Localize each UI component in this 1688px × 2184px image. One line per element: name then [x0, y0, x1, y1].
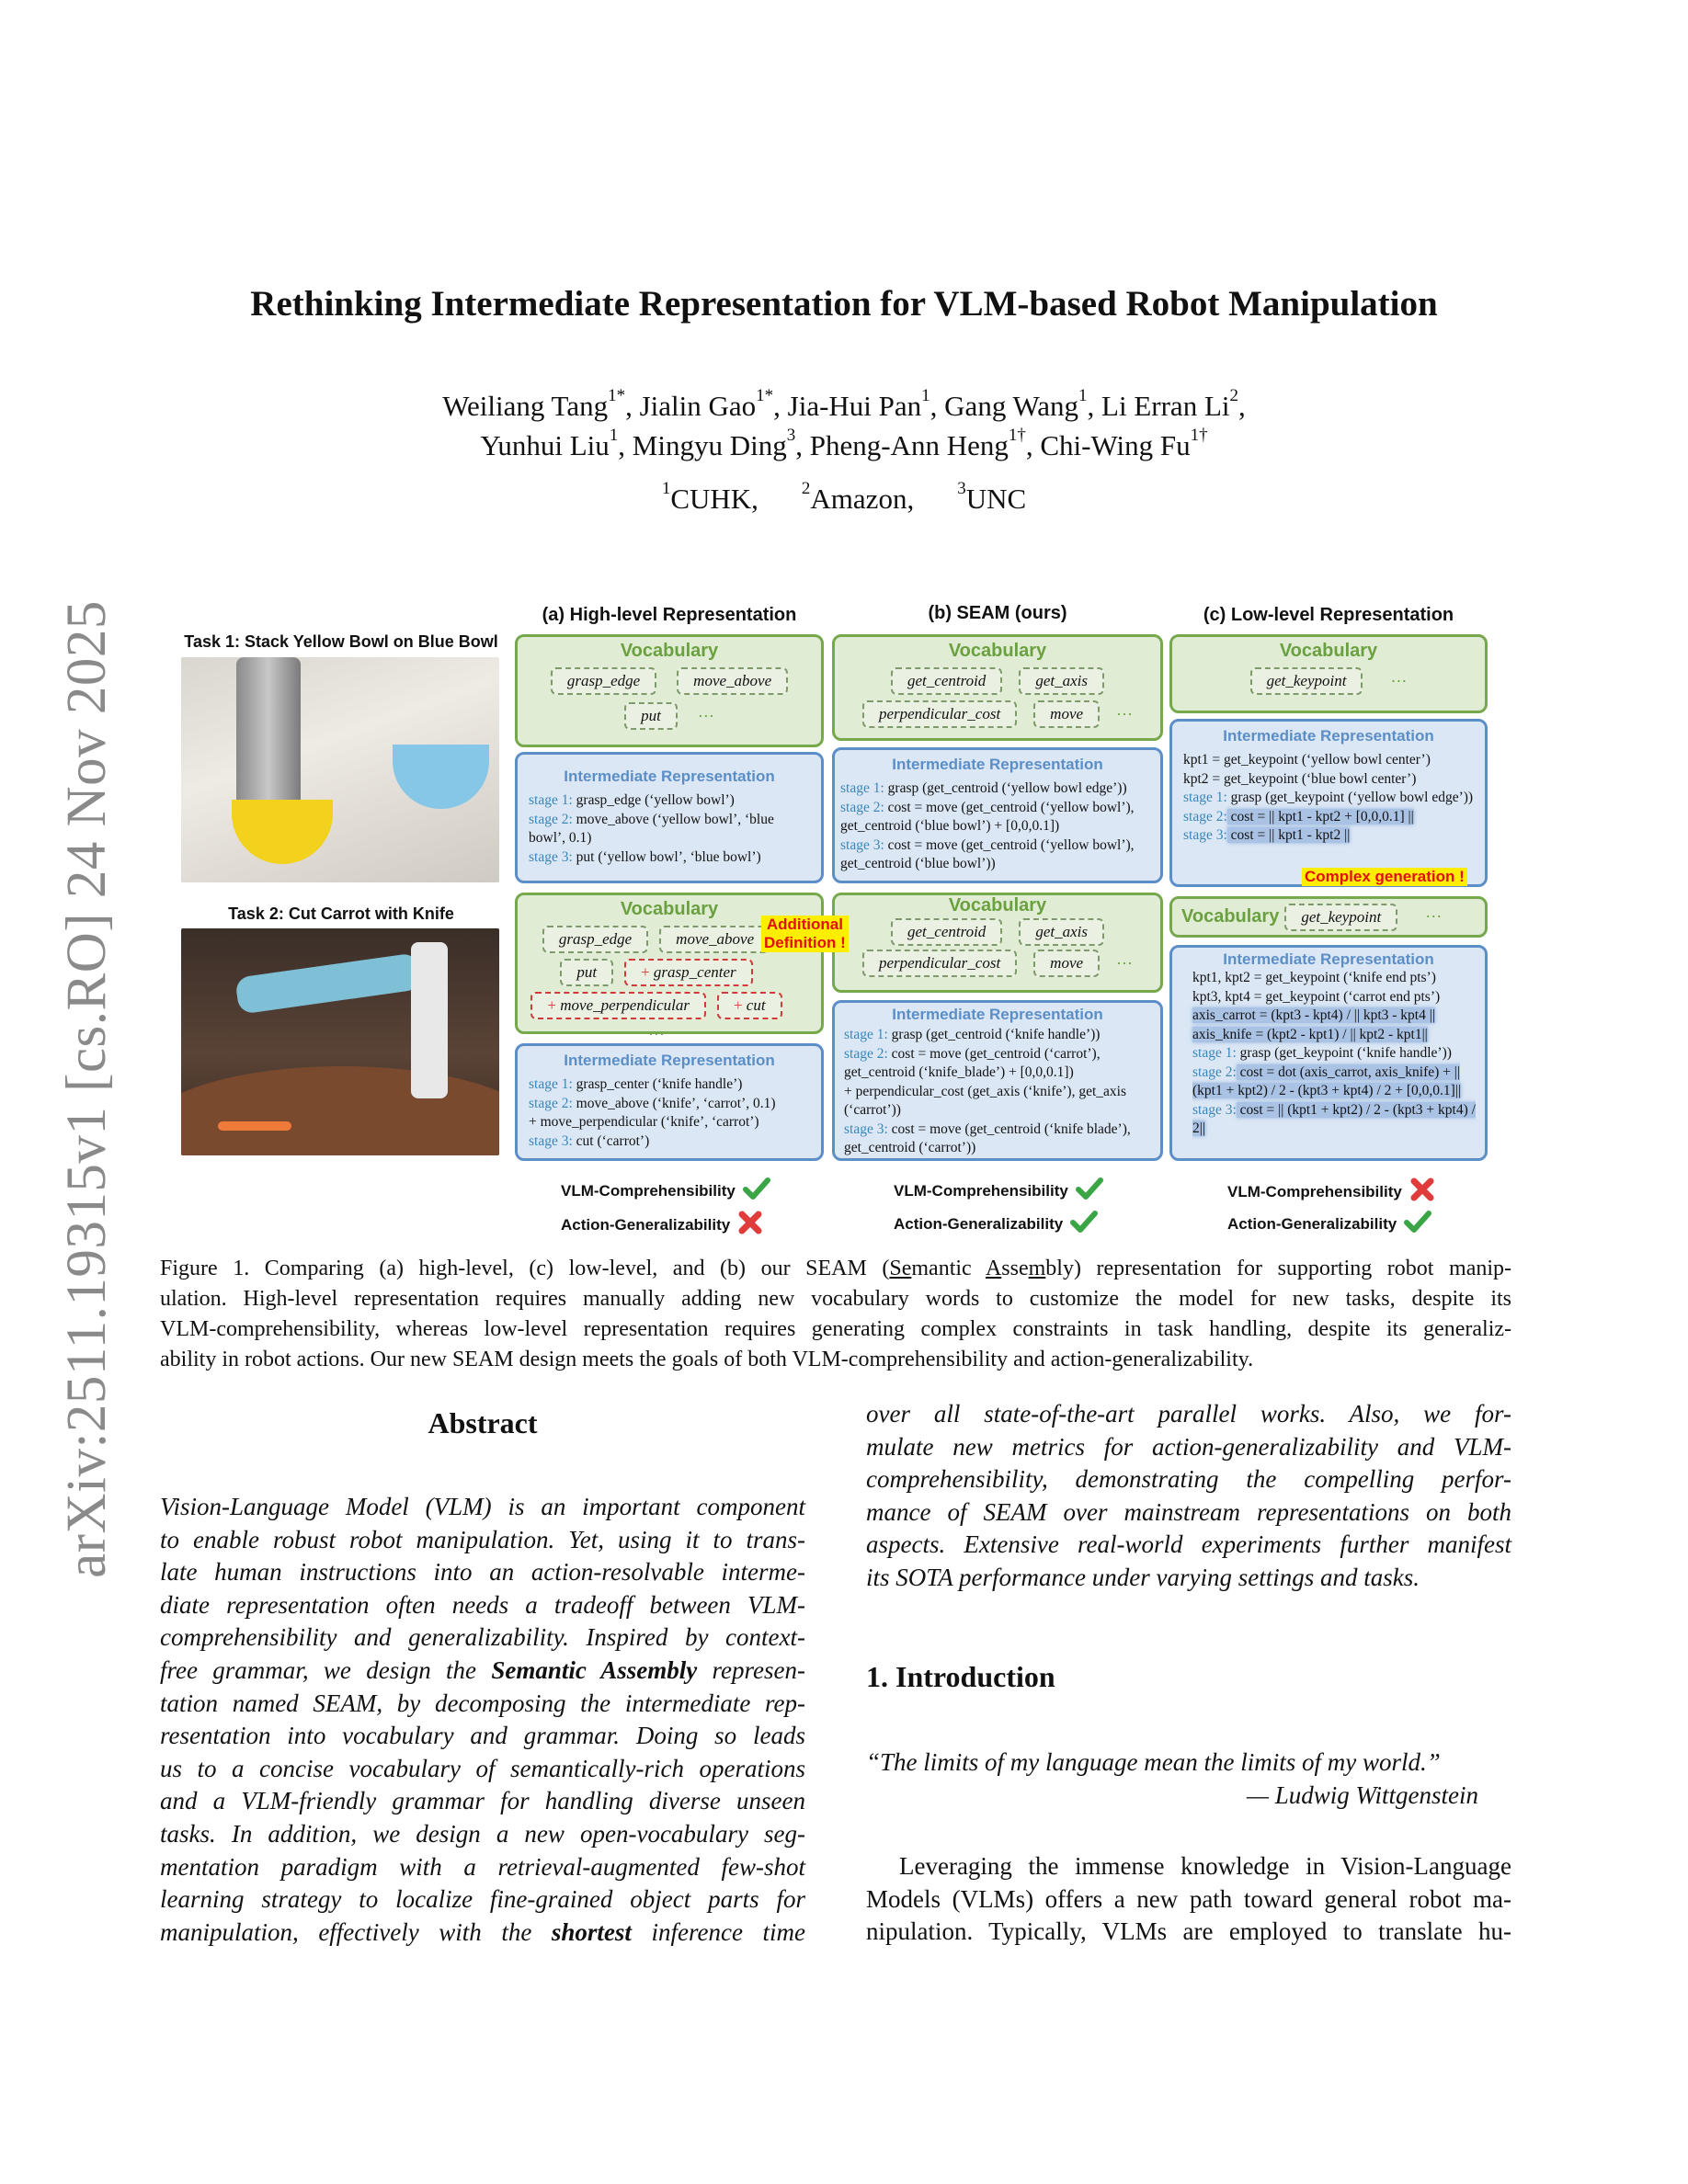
robot-base	[411, 942, 448, 1098]
criterion-vlm	[1227, 1177, 1435, 1207]
abstract-body	[160, 1491, 805, 1949]
vocab-chip-get-axis	[1019, 918, 1104, 946]
author-name: , Mingyu Ding	[618, 429, 787, 461]
vocab-word: perpendicular_cost	[878, 954, 1001, 972]
vocab-word: grasp_edge	[558, 930, 633, 948]
affiliation-name: CUHK,	[670, 483, 758, 515]
ir-line	[529, 791, 812, 811]
vocab-chip-grasp-edge	[551, 667, 656, 695]
robot-arm	[236, 657, 301, 813]
ir-line	[1183, 789, 1476, 808]
ir-line	[1192, 1044, 1476, 1064]
ir-title: Intermediate Representation	[564, 1052, 775, 1069]
vocab-word: get_centroid	[907, 672, 987, 689]
ir-code: grasp_center (‘knife handle’)	[572, 1076, 743, 1092]
vocab-chip-cut	[717, 992, 782, 1019]
ir-line	[529, 1132, 812, 1152]
vocab-word: get_centroid	[907, 923, 987, 940]
stage-label: stage 1:	[1192, 1045, 1237, 1061]
plus-icon: +	[641, 963, 654, 981]
ir-code: grasp_edge (‘yellow bowl’)	[572, 792, 735, 808]
ir-code: move_above (‘knife’, ‘carrot’, 0.1)	[572, 1095, 776, 1111]
ir-title: Intermediate Representation	[892, 1006, 1103, 1023]
vocab-chip-put	[624, 702, 678, 730]
vocab-chip-put	[560, 959, 613, 986]
ir-line	[1183, 808, 1476, 827]
ir-title: Intermediate Representation	[1223, 727, 1434, 745]
ir-box-a2	[515, 1043, 824, 1161]
vocab-chip-perpendicular-cost	[862, 950, 1017, 977]
vocabulary-box-a2	[515, 893, 824, 1043]
abstract-line: late human instructions into an action-resolvable interme-	[160, 1558, 805, 1587]
stage-label: stage 1:	[840, 780, 884, 796]
caption-text: m	[1028, 1257, 1046, 1280]
task-2-label: Task 2: Cut Carrot with Knife	[228, 904, 454, 923]
vocabulary-box-a1	[515, 634, 824, 747]
ir-line	[840, 836, 1151, 874]
warning-line: Definition !	[764, 934, 846, 951]
abstract-line: comprehensibility and generalizability. Inspired by context-	[160, 1623, 805, 1652]
vocab-chip-grasp-center	[624, 959, 753, 986]
vocabulary-title: Vocabulary	[1279, 641, 1378, 661]
abstract-line: mulate new metrics for action-generalizability and VLM-	[866, 1432, 1511, 1461]
robot-arm	[234, 952, 422, 1014]
vocab-word: move_above	[676, 930, 755, 948]
ir-line	[1192, 988, 1476, 1007]
ir-code: move_above (‘yellow bowl’, ‘blue bowl’, 0.1)	[529, 811, 774, 846]
stage-label: stage 1:	[844, 1027, 888, 1042]
abstract-line: and a VLM-friendly grammar for handling diverse unseen	[160, 1787, 805, 1815]
authors-line-2	[0, 426, 1688, 462]
intro-line: Leveraging the immense knowledge in Vision-Language	[899, 1852, 1511, 1880]
yellow-bowl	[232, 800, 333, 864]
ir-line	[1192, 1101, 1476, 1139]
ir-line	[529, 811, 812, 848]
caption-line: ulation. High-level representation requires manually adding new vocabulary words to customize the model for new tasks, despite its	[160, 1287, 1511, 1311]
author-name: , Li Erran Li	[1087, 390, 1230, 422]
stage-label: stage 3:	[844, 1120, 888, 1137]
affiliation-mark: 1†	[1008, 426, 1026, 445]
ir-box-c2	[1169, 945, 1488, 1161]
affiliation-mark: 1*	[608, 386, 626, 405]
vocab-word: cut	[746, 996, 766, 1014]
stage-label: stage 3:	[529, 1132, 573, 1149]
check-icon	[1076, 1177, 1103, 1205]
affiliation-name: UNC	[965, 483, 1027, 515]
ir-code: cost = move (get_centroid (‘carrot’), get_centroid (‘knife_blade’) + [0,0,0.1])	[844, 1045, 1101, 1080]
abstract-line: over all state-of-the-art parallel works. Also, we for-	[866, 1400, 1511, 1428]
vocab-word: get_keypoint	[1266, 672, 1347, 689]
stage-label: stage 2:	[844, 1045, 888, 1062]
vocab-word: perpendicular_cost	[878, 705, 1001, 722]
ir-code: kpt1, kpt2 = get_keypoint (‘knife end pts’)	[1192, 970, 1436, 985]
ir-code: cost = || kpt1 - kpt2 ||	[1226, 827, 1351, 843]
ir-code: grasp (get_keypoint (‘yellow bowl edge’))	[1226, 790, 1474, 805]
caption-line	[160, 1254, 1511, 1284]
blue-bowl	[393, 745, 489, 809]
ir-box-c1	[1169, 719, 1488, 887]
affiliation-mark: 1†	[1190, 426, 1208, 445]
criterion-label: VLM-Comprehensibility	[561, 1181, 736, 1200]
criterion-label: VLM-Comprehensibility	[1227, 1182, 1402, 1200]
text: manipulation, effectively with the	[160, 1917, 552, 1946]
vocabulary-box-c2	[1169, 896, 1488, 938]
affiliation-mark: 1	[921, 386, 930, 405]
caption-text: A	[985, 1257, 1002, 1280]
ellipsis-icon: ···	[648, 1025, 665, 1043]
author-name: ,	[1238, 390, 1246, 422]
vocab-word: grasp_center	[653, 963, 736, 981]
affiliation-mark: 1	[1078, 386, 1088, 405]
vocab-chip-get-keypoint	[1250, 667, 1363, 695]
warning-line: Additional	[766, 916, 843, 933]
author-name: , Jia-Hui Pan	[773, 390, 922, 422]
ir-title: Intermediate Representation	[892, 756, 1103, 773]
ir-line	[840, 779, 1151, 799]
affiliation-mark: 1	[609, 426, 619, 445]
bold-term: Semantic Assembly	[491, 1655, 698, 1684]
ir-code: grasp (get_keypoint (‘knife handle’))	[1236, 1045, 1452, 1061]
criterion-label: Action-Generalizability	[561, 1215, 731, 1234]
abstract-line: to enable robust robot manipulation. Yet, using it to trans-	[160, 1525, 805, 1553]
vocab-chip-move-perpendicular	[530, 992, 706, 1019]
stage-label: stage 2:	[1192, 1064, 1237, 1080]
abstract-line	[160, 1655, 805, 1688]
author-name: , Chi-Wing Fu	[1025, 429, 1191, 461]
ir-line	[844, 1045, 1151, 1083]
vocab-word: move	[1050, 954, 1084, 972]
figure-caption	[160, 1254, 1511, 1375]
cross-icon	[1409, 1177, 1435, 1207]
ir-code: + perpendicular_cost (get_axis (‘knife’), get_axis (‘carrot’))	[844, 1083, 1127, 1118]
vocab-chip-get-axis	[1019, 667, 1104, 695]
ir-code: grasp (get_centroid (‘yellow bowl edge’))	[884, 780, 1127, 796]
ir-code: cost = move (get_centroid (‘yellow bowl’), get_centroid (‘blue bowl’))	[840, 836, 1135, 871]
ir-line	[1183, 770, 1476, 790]
vocab-chip-get-centroid	[891, 918, 1002, 946]
vocabulary-title: Vocabulary	[620, 641, 719, 661]
header-high-level: (a) High-level Representation	[542, 605, 797, 625]
criterion-label: VLM-Comprehensibility	[894, 1181, 1068, 1200]
ir-line	[1183, 826, 1476, 846]
additional-definition-warning	[761, 916, 849, 952]
abstract-line: diate representation often needs a tradeoff between VLM-	[160, 1590, 805, 1619]
abstract-continued	[866, 1398, 1511, 1595]
vocabulary-box-c1	[1169, 634, 1488, 713]
round-table	[181, 1066, 499, 1155]
vocabulary-title: Vocabulary	[620, 899, 719, 919]
vocab-word: move	[1050, 705, 1084, 722]
caption-line: VLM-comprehensibility, whereas low-level representation requires generating complex constraints in task handling, despite its generaliz-	[160, 1317, 1511, 1341]
plus-icon: +	[547, 996, 561, 1014]
ir-box-a1	[515, 752, 824, 883]
caption-text: Figure 1. Comparing (a) high-level, (c) low-level, and (b) our SEAM (	[160, 1257, 890, 1280]
vocabulary-box-b2	[832, 893, 1163, 993]
ellipsis-icon: ···	[1116, 953, 1134, 973]
abstract-line: aspects. Extensive real-world experiments further manifest	[866, 1530, 1511, 1559]
caption-text: bly) representation for supporting robot manip-	[1045, 1257, 1512, 1280]
vocab-word: get_keypoint	[1301, 907, 1382, 926]
abstract-line: learning strategy to localize fine-grained object parts for	[160, 1885, 805, 1914]
ir-code: kpt2 = get_keypoint (‘blue bowl center’)	[1183, 770, 1417, 787]
ir-code: kpt3, kpt4 = get_keypoint (‘carrot end pts’)	[1192, 988, 1441, 1005]
stage-label: stage 1:	[529, 1076, 573, 1092]
plus-icon: +	[733, 996, 747, 1014]
ir-line	[844, 1083, 1151, 1120]
stage-label: stage 1:	[1183, 790, 1227, 805]
task-1-photo	[181, 657, 499, 882]
complex-generation-warning: Complex generation !	[1302, 868, 1467, 886]
vocab-chip-grasp-edge	[542, 926, 648, 953]
introduction-heading: 1. Introduction	[866, 1660, 1055, 1693]
vocab-word: put	[641, 707, 661, 724]
stage-label: stage 2:	[529, 1095, 573, 1111]
stage-label: stage 2:	[1183, 808, 1227, 825]
text: free grammar, we design the	[160, 1655, 492, 1684]
author-name: , Jialin Gao	[625, 390, 757, 422]
ir-line	[529, 848, 812, 868]
ir-line	[1192, 1007, 1476, 1026]
vocab-word: grasp_edge	[566, 672, 641, 689]
ellipsis-icon: ···	[1390, 671, 1408, 690]
authors-line-1	[0, 386, 1688, 423]
ellipsis-icon: ···	[1425, 907, 1443, 926]
ir-code: cost = || kpt1 - kpt2 + [0,0,0.1] ||	[1226, 808, 1414, 825]
ir-code: axis_knife = (kpt2 - kpt1) / || kpt2 - kpt1||	[1192, 1026, 1428, 1042]
criterion-label: Action-Generalizability	[1227, 1214, 1397, 1233]
vocab-word: move_perpendicular	[560, 996, 690, 1014]
check-icon	[1404, 1210, 1431, 1238]
ir-line	[840, 799, 1151, 836]
ir-code: cost = || (kpt1 + kpt2) / 2 - (kpt3 + kpt4) / 2||	[1192, 1101, 1476, 1136]
epigraph-quote: “The limits of my language mean the limits of my world.”	[866, 1748, 1441, 1776]
ir-title: Intermediate Representation	[564, 768, 775, 785]
author-name: Weiliang Tang	[442, 390, 609, 422]
affiliation-name: Amazon,	[810, 483, 915, 515]
task-1-label: Task 1: Stack Yellow Bowl on Blue Bowl	[184, 632, 498, 651]
affiliation-mark: 1*	[756, 386, 774, 405]
header-seam: (b) SEAM (ours)	[928, 603, 1067, 623]
text: inference time	[631, 1917, 805, 1946]
abstract-line: mentation paradigm with a retrieval-augmented few-shot	[160, 1852, 805, 1881]
vocab-chip-get-keypoint	[1284, 904, 1397, 931]
stage-label: stage 3:	[1192, 1101, 1237, 1118]
bold-term: shortest	[551, 1917, 632, 1946]
criterion-vlm	[894, 1177, 1103, 1205]
author-name: , Pheng-Ann Heng	[795, 429, 1009, 461]
affiliation-mark: 1	[661, 479, 671, 498]
stage-label: stage 3:	[840, 836, 884, 853]
vocab-word: put	[576, 963, 598, 981]
ellipsis-icon: ···	[697, 706, 714, 725]
ir-code: + move_perpendicular (‘knife’, ‘carrot’)	[529, 1114, 759, 1130]
stage-label: stage 1:	[529, 792, 573, 808]
abstract-line	[160, 1917, 805, 1950]
vocabulary-title: Vocabulary	[948, 641, 1047, 661]
vocab-chip-move	[1033, 700, 1100, 728]
check-icon	[743, 1177, 770, 1205]
affiliation-mark: 2	[801, 479, 811, 498]
author-name: , Gang Wang	[930, 390, 1079, 422]
ir-line	[529, 1095, 812, 1114]
ir-line	[1192, 969, 1476, 988]
vocabulary-title: Vocabulary	[1181, 906, 1280, 927]
criterion-vlm	[561, 1177, 770, 1205]
ir-code: put (‘yellow bowl’, ‘blue bowl’)	[572, 848, 761, 865]
caption-text: sse	[1001, 1257, 1029, 1280]
ir-code: kpt1 = get_keypoint (‘yellow bowl center’)	[1183, 752, 1431, 768]
affiliation-mark: 2	[1229, 386, 1238, 405]
task-2-photo	[181, 928, 499, 1155]
vocab-chip-perpendicular-cost	[862, 700, 1017, 728]
cross-icon	[737, 1210, 763, 1240]
arxiv-stamp: arXiv:2511.19315v1 [cs.RO] 24 Nov 2025	[56, 600, 118, 1578]
stage-label: stage 3:	[1183, 827, 1227, 843]
abstract-line: its SOTA performance under varying settings and tasks.	[866, 1563, 1420, 1591]
abstract-line: comprehensibility, demonstrating the compelling perfor-	[866, 1465, 1511, 1494]
stage-label: stage 2:	[529, 811, 573, 827]
ellipsis-icon: ···	[1116, 704, 1134, 723]
ir-box-b1	[832, 747, 1163, 883]
ir-line	[529, 1075, 812, 1095]
caption-text: mantic	[911, 1257, 986, 1280]
criterion-act	[1227, 1210, 1431, 1238]
text: represen-	[697, 1655, 805, 1684]
abstract-line: resentation into vocabulary and grammar. Doing so leads	[160, 1722, 805, 1750]
vocabulary-title: Vocabulary	[948, 895, 1047, 916]
abstract-line: tation named SEAM, by decomposing the intermediate rep-	[160, 1689, 805, 1717]
vocab-chip-move-above	[677, 667, 788, 695]
ir-code: cost = move (get_centroid (‘knife blade’), get_centroid (‘carrot’))	[844, 1120, 1131, 1155]
ir-code: cut (‘carrot’)	[572, 1132, 650, 1149]
criterion-act	[894, 1210, 1098, 1238]
vocab-word: get_axis	[1035, 923, 1088, 940]
epigraph-attribution: — Ludwig Wittgenstein	[1246, 1781, 1478, 1809]
intro-line: nipulation. Typically, VLMs are employed to translate hu-	[866, 1917, 1511, 1946]
ir-line	[844, 1120, 1151, 1158]
ir-line	[529, 1113, 812, 1132]
carrot	[218, 1121, 291, 1131]
ir-code: axis_carrot = (kpt3 - kpt4) / || kpt3 - kpt4 ||	[1192, 1007, 1435, 1023]
header-low-level: (c) Low-level Representation	[1203, 605, 1454, 625]
affiliation-mark: 3	[786, 426, 796, 445]
criterion-act	[561, 1210, 763, 1240]
ir-line	[1192, 1026, 1476, 1045]
ir-code: cost = dot (axis_carrot, axis_knife) + || (kpt1 + kpt2) / 2 - (kpt3 + kpt4) / 2 + [0,0,0.1]||	[1192, 1064, 1462, 1098]
criterion-label: Action-Generalizability	[894, 1214, 1064, 1233]
author-name: Yunhui Liu	[480, 429, 610, 461]
ir-code: grasp (get_centroid (‘knife handle’))	[887, 1027, 1101, 1042]
abstract-line: us to a concise vocabulary of semantically-rich operations	[160, 1754, 805, 1782]
ir-line	[1192, 1064, 1476, 1101]
intro-line: Models (VLMs) offers a new path toward general robot ma-	[866, 1884, 1511, 1913]
stage-label: stage 3:	[529, 848, 573, 865]
abstract-line: mance of SEAM over mainstream representations on both	[866, 1497, 1511, 1526]
ir-line	[1183, 751, 1476, 770]
caption-text: Se	[889, 1257, 912, 1280]
abstract-line: tasks. In addition, we design a new open-vocabulary seg-	[160, 1819, 805, 1848]
caption-line: ability in robot actions. Our new SEAM design meets the goals of both VLM-comprehensibility and action-generalizability.	[160, 1348, 1254, 1371]
affiliations	[0, 479, 1688, 516]
vocab-chip-move	[1033, 950, 1100, 977]
abstract-line: Vision-Language Model (VLM) is an important component	[160, 1493, 805, 1520]
ir-title: Intermediate Representation	[1223, 950, 1434, 968]
paper-title: Rethinking Intermediate Representation for VLM-based Robot Manipulation	[250, 284, 1438, 324]
abstract-heading: Abstract	[428, 1406, 538, 1439]
vocab-word: get_axis	[1035, 672, 1088, 689]
stage-label: stage 2:	[840, 799, 884, 815]
check-icon	[1070, 1210, 1098, 1238]
vocab-chip-get-centroid	[891, 667, 1002, 695]
introduction-body	[866, 1850, 1511, 1949]
ir-box-b2	[832, 1000, 1163, 1161]
vocab-chip-move-above	[659, 926, 770, 953]
vocabulary-box-b1	[832, 634, 1163, 741]
vocab-word: move_above	[693, 672, 772, 689]
affiliation-mark: 3	[957, 479, 966, 498]
ir-code: cost = move (get_centroid (‘yellow bowl’), get_centroid (‘blue bowl’) + [0,0,0.1])	[840, 799, 1135, 834]
ir-line	[844, 1026, 1151, 1045]
